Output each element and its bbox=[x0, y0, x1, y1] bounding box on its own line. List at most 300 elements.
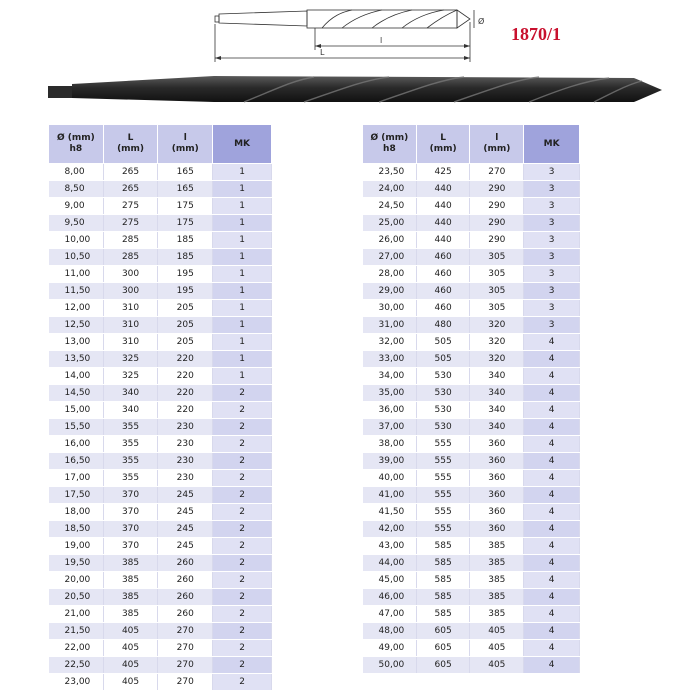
table-row bbox=[363, 385, 580, 402]
diameter-cell: 40,00 bbox=[363, 470, 417, 487]
flute-length-cell: 260 bbox=[158, 589, 213, 606]
flute-length-cell: 340 bbox=[470, 368, 524, 385]
flute-length-cell: 230 bbox=[158, 419, 213, 436]
diameter-cell: 23,50 bbox=[363, 164, 417, 181]
table-row bbox=[363, 198, 580, 215]
morse-taper-cell: 2 bbox=[213, 657, 272, 674]
overall-length-cell: 325 bbox=[103, 368, 158, 385]
table-row bbox=[363, 317, 580, 334]
flute-length-cell: 290 bbox=[470, 232, 524, 249]
flute-length-cell: 270 bbox=[158, 623, 213, 640]
morse-taper-cell: 2 bbox=[213, 623, 272, 640]
morse-taper-cell: 2 bbox=[213, 606, 272, 623]
diameter-cell: 48,00 bbox=[363, 623, 417, 640]
morse-taper-cell: 2 bbox=[213, 640, 272, 657]
flute-length-cell: 270 bbox=[158, 640, 213, 657]
diameter-cell: 38,00 bbox=[363, 436, 417, 453]
diameter-cell: 14,50 bbox=[49, 385, 104, 402]
diameter-label: Ø bbox=[478, 17, 485, 26]
flute-length-cell: 245 bbox=[158, 487, 213, 504]
table-row bbox=[363, 470, 580, 487]
flute-length-cell: 290 bbox=[470, 215, 524, 232]
diameter-cell: 20,00 bbox=[49, 572, 104, 589]
overall-length-cell: 530 bbox=[416, 419, 470, 436]
overall-length-cell: 585 bbox=[416, 606, 470, 623]
flute-length-cell: 385 bbox=[470, 606, 524, 623]
diameter-cell: 15,00 bbox=[49, 402, 104, 419]
flute-length-cell: 290 bbox=[470, 181, 524, 198]
table-row bbox=[49, 266, 272, 283]
table-row bbox=[49, 368, 272, 385]
overall-length-cell: 265 bbox=[103, 181, 158, 198]
diameter-cell: 37,00 bbox=[363, 419, 417, 436]
overall-length-cell: 275 bbox=[103, 198, 158, 215]
overall-length-cell: 555 bbox=[416, 453, 470, 470]
diameter-cell: 8,00 bbox=[49, 164, 104, 181]
table-row bbox=[363, 215, 580, 232]
overall-length-cell: 310 bbox=[103, 300, 158, 317]
table-row bbox=[49, 538, 272, 555]
diameter-cell: 14,00 bbox=[49, 368, 104, 385]
morse-taper-cell: 1 bbox=[213, 249, 272, 266]
l-dimension-label: l bbox=[380, 36, 383, 45]
overall-length-cell: 530 bbox=[416, 368, 470, 385]
overall-length-cell: 480 bbox=[416, 317, 470, 334]
diameter-cell: 22,50 bbox=[49, 657, 104, 674]
drill-bit-image bbox=[44, 68, 664, 116]
table-row bbox=[363, 164, 580, 181]
diameter-cell: 25,00 bbox=[363, 215, 417, 232]
table-row bbox=[363, 334, 580, 351]
overall-length-cell: 440 bbox=[416, 181, 470, 198]
flute-length-cell: 185 bbox=[158, 232, 213, 249]
flute-length-cell: 405 bbox=[470, 623, 524, 640]
table-row bbox=[363, 623, 580, 640]
overall-length-cell: 585 bbox=[416, 572, 470, 589]
flute-length-cell: 360 bbox=[470, 521, 524, 538]
flute-length-cell: 260 bbox=[158, 572, 213, 589]
table-row bbox=[49, 453, 272, 470]
flute-length-cell: 360 bbox=[470, 436, 524, 453]
table-row bbox=[49, 215, 272, 232]
morse-taper-cell: 1 bbox=[213, 317, 272, 334]
flute-length-cell: 165 bbox=[158, 181, 213, 198]
table-row bbox=[49, 198, 272, 215]
overall-length-cell: 555 bbox=[416, 487, 470, 504]
table-row bbox=[49, 351, 272, 368]
overall-length-cell: 285 bbox=[103, 232, 158, 249]
table-header-row bbox=[363, 125, 580, 164]
table-row bbox=[49, 436, 272, 453]
overall-length-cell: 370 bbox=[103, 521, 158, 538]
morse-taper-cell: 1 bbox=[213, 334, 272, 351]
overall-length-cell: 370 bbox=[103, 538, 158, 555]
flute-length-header: l (mm) bbox=[158, 125, 213, 164]
overall-length-cell: 555 bbox=[416, 470, 470, 487]
morse-taper-cell: 4 bbox=[524, 487, 580, 504]
diameter-cell: 32,00 bbox=[363, 334, 417, 351]
morse-taper-header: MK bbox=[213, 125, 272, 164]
table-row bbox=[363, 589, 580, 606]
overall-length-cell: 355 bbox=[103, 436, 158, 453]
table-row bbox=[49, 589, 272, 606]
morse-taper-cell: 1 bbox=[213, 215, 272, 232]
flute-length-cell: 405 bbox=[470, 640, 524, 657]
flute-length-cell: 270 bbox=[158, 657, 213, 674]
flute-length-cell: 205 bbox=[158, 300, 213, 317]
diameter-cell: 35,00 bbox=[363, 385, 417, 402]
table-row bbox=[49, 606, 272, 623]
morse-taper-cell: 4 bbox=[524, 657, 580, 674]
morse-taper-cell: 4 bbox=[524, 470, 580, 487]
morse-taper-cell: 4 bbox=[524, 334, 580, 351]
diameter-cell: 42,00 bbox=[363, 521, 417, 538]
morse-taper-cell: 2 bbox=[213, 521, 272, 538]
table-row bbox=[49, 385, 272, 402]
overall-length-cell: 370 bbox=[103, 504, 158, 521]
flute-length-cell: 385 bbox=[470, 589, 524, 606]
table-row bbox=[363, 300, 580, 317]
table-row bbox=[363, 487, 580, 504]
table-row bbox=[49, 674, 272, 691]
morse-taper-cell: 2 bbox=[213, 572, 272, 589]
flute-length-cell: 320 bbox=[470, 334, 524, 351]
morse-taper-cell: 3 bbox=[524, 198, 580, 215]
diameter-cell: 28,00 bbox=[363, 266, 417, 283]
overall-length-cell: 585 bbox=[416, 555, 470, 572]
flute-length-cell: 230 bbox=[158, 470, 213, 487]
overall-length-header: L (mm) bbox=[103, 125, 158, 164]
diameter-cell: 34,00 bbox=[363, 368, 417, 385]
table-row bbox=[363, 572, 580, 589]
table-row bbox=[49, 283, 272, 300]
flute-length-cell: 340 bbox=[470, 419, 524, 436]
overall-length-cell: 530 bbox=[416, 402, 470, 419]
morse-taper-cell: 3 bbox=[524, 317, 580, 334]
morse-taper-cell: 2 bbox=[213, 555, 272, 572]
diameter-cell: 50,00 bbox=[363, 657, 417, 674]
flute-length-cell: 270 bbox=[470, 164, 524, 181]
overall-length-cell: 300 bbox=[103, 283, 158, 300]
diameter-cell: 9,50 bbox=[49, 215, 104, 232]
table-row bbox=[49, 657, 272, 674]
morse-taper-cell: 1 bbox=[213, 181, 272, 198]
flute-length-cell: 260 bbox=[158, 606, 213, 623]
overall-length-cell: 425 bbox=[416, 164, 470, 181]
table-row bbox=[363, 453, 580, 470]
diameter-cell: 33,00 bbox=[363, 351, 417, 368]
diameter-cell: 18,50 bbox=[49, 521, 104, 538]
dimensions-table-left bbox=[48, 124, 272, 691]
diameter-cell: 18,00 bbox=[49, 504, 104, 521]
morse-taper-cell: 2 bbox=[213, 674, 272, 691]
morse-taper-cell: 4 bbox=[524, 504, 580, 521]
flute-length-cell: 245 bbox=[158, 521, 213, 538]
flute-length-cell: 205 bbox=[158, 317, 213, 334]
flute-length-cell: 385 bbox=[470, 572, 524, 589]
overall-length-cell: 440 bbox=[416, 198, 470, 215]
diameter-cell: 47,00 bbox=[363, 606, 417, 623]
morse-taper-cell: 1 bbox=[213, 300, 272, 317]
morse-taper-cell: 1 bbox=[213, 266, 272, 283]
overall-length-cell: 505 bbox=[416, 334, 470, 351]
diameter-cell: 8,50 bbox=[49, 181, 104, 198]
flute-length-cell: 305 bbox=[470, 266, 524, 283]
morse-taper-cell: 2 bbox=[213, 453, 272, 470]
table-row bbox=[363, 283, 580, 300]
flute-length-cell: 270 bbox=[158, 674, 213, 691]
table-row bbox=[49, 487, 272, 504]
morse-taper-cell: 1 bbox=[213, 232, 272, 249]
morse-taper-cell: 4 bbox=[524, 623, 580, 640]
dimensions-table-right bbox=[362, 124, 580, 674]
morse-taper-cell: 4 bbox=[524, 521, 580, 538]
overall-length-cell: 585 bbox=[416, 589, 470, 606]
table-row bbox=[363, 521, 580, 538]
diameter-cell: 11,00 bbox=[49, 266, 104, 283]
morse-taper-cell: 4 bbox=[524, 538, 580, 555]
table-row bbox=[363, 419, 580, 436]
overall-length-cell: 310 bbox=[103, 317, 158, 334]
overall-length-cell: 460 bbox=[416, 266, 470, 283]
morse-taper-cell: 2 bbox=[213, 589, 272, 606]
flute-length-cell: 340 bbox=[470, 385, 524, 402]
diameter-cell: 19,50 bbox=[49, 555, 104, 572]
overall-length-cell: 555 bbox=[416, 521, 470, 538]
morse-taper-cell: 3 bbox=[524, 164, 580, 181]
morse-taper-cell: 4 bbox=[524, 419, 580, 436]
diameter-cell: 16,50 bbox=[49, 453, 104, 470]
overall-length-cell: 340 bbox=[103, 385, 158, 402]
morse-taper-cell: 3 bbox=[524, 249, 580, 266]
morse-taper-cell: 1 bbox=[213, 164, 272, 181]
morse-taper-cell: 4 bbox=[524, 351, 580, 368]
diameter-cell: 11,50 bbox=[49, 283, 104, 300]
morse-taper-cell: 4 bbox=[524, 368, 580, 385]
diameter-cell: 41,50 bbox=[363, 504, 417, 521]
diameter-cell: 27,00 bbox=[363, 249, 417, 266]
flute-length-cell: 220 bbox=[158, 385, 213, 402]
table-row bbox=[363, 606, 580, 623]
diameter-cell: 39,00 bbox=[363, 453, 417, 470]
diameter-cell: 43,00 bbox=[363, 538, 417, 555]
overall-length-cell: 530 bbox=[416, 385, 470, 402]
flute-length-cell: 230 bbox=[158, 436, 213, 453]
morse-taper-cell: 2 bbox=[213, 419, 272, 436]
overall-length-cell: 355 bbox=[103, 453, 158, 470]
table-row bbox=[363, 249, 580, 266]
diameter-cell: 45,00 bbox=[363, 572, 417, 589]
diameter-cell: 12,50 bbox=[49, 317, 104, 334]
flute-length-cell: 245 bbox=[158, 504, 213, 521]
morse-taper-cell: 4 bbox=[524, 402, 580, 419]
diameter-cell: 15,50 bbox=[49, 419, 104, 436]
overall-length-cell: 585 bbox=[416, 538, 470, 555]
flute-length-cell: 175 bbox=[158, 198, 213, 215]
overall-length-cell: 285 bbox=[103, 249, 158, 266]
overall-length-cell: 340 bbox=[103, 402, 158, 419]
flute-length-cell: 385 bbox=[470, 538, 524, 555]
morse-taper-cell: 3 bbox=[524, 266, 580, 283]
morse-taper-cell: 4 bbox=[524, 589, 580, 606]
flute-length-cell: 360 bbox=[470, 487, 524, 504]
flute-length-cell: 185 bbox=[158, 249, 213, 266]
flute-length-cell: 385 bbox=[470, 555, 524, 572]
table-row bbox=[363, 640, 580, 657]
diameter-cell: 12,00 bbox=[49, 300, 104, 317]
table-row bbox=[49, 572, 272, 589]
morse-taper-cell: 2 bbox=[213, 538, 272, 555]
morse-taper-cell: 1 bbox=[213, 283, 272, 300]
morse-taper-cell: 4 bbox=[524, 606, 580, 623]
model-number: 1870/1 bbox=[511, 24, 562, 44]
table-row bbox=[363, 266, 580, 283]
table-row bbox=[49, 164, 272, 181]
table-row bbox=[49, 623, 272, 640]
diameter-cell: 49,00 bbox=[363, 640, 417, 657]
table-row bbox=[363, 657, 580, 674]
morse-taper-cell: 4 bbox=[524, 640, 580, 657]
flute-length-cell: 290 bbox=[470, 198, 524, 215]
overall-length-cell: 385 bbox=[103, 555, 158, 572]
table-row bbox=[49, 334, 272, 351]
overall-length-cell: 440 bbox=[416, 232, 470, 249]
overall-length-cell: 370 bbox=[103, 487, 158, 504]
flute-length-cell: 360 bbox=[470, 453, 524, 470]
overall-length-cell: 405 bbox=[103, 640, 158, 657]
diameter-cell: 10,50 bbox=[49, 249, 104, 266]
overall-length-cell: 355 bbox=[103, 470, 158, 487]
morse-taper-cell: 4 bbox=[524, 453, 580, 470]
flute-length-cell: 360 bbox=[470, 504, 524, 521]
diameter-cell: 21,50 bbox=[49, 623, 104, 640]
diameter-cell: 20,50 bbox=[49, 589, 104, 606]
table-row bbox=[363, 504, 580, 521]
diameter-cell: 46,00 bbox=[363, 589, 417, 606]
table-row bbox=[363, 351, 580, 368]
flute-length-cell: 305 bbox=[470, 249, 524, 266]
morse-taper-cell: 2 bbox=[213, 402, 272, 419]
table-row bbox=[49, 232, 272, 249]
morse-taper-cell: 1 bbox=[213, 368, 272, 385]
diameter-cell: 10,00 bbox=[49, 232, 104, 249]
morse-taper-cell: 2 bbox=[213, 487, 272, 504]
overall-length-cell: 310 bbox=[103, 334, 158, 351]
morse-taper-cell: 3 bbox=[524, 215, 580, 232]
flute-length-cell: 405 bbox=[470, 657, 524, 674]
table-row bbox=[49, 521, 272, 538]
overall-length-cell: 605 bbox=[416, 623, 470, 640]
morse-taper-cell: 2 bbox=[213, 470, 272, 487]
morse-taper-cell: 4 bbox=[524, 572, 580, 589]
overall-length-cell: 605 bbox=[416, 640, 470, 657]
flute-length-cell: 195 bbox=[158, 283, 213, 300]
overall-length-cell: 275 bbox=[103, 215, 158, 232]
flute-length-cell: 245 bbox=[158, 538, 213, 555]
table-row bbox=[49, 402, 272, 419]
flute-length-cell: 360 bbox=[470, 470, 524, 487]
table-row bbox=[363, 402, 580, 419]
table-row bbox=[363, 538, 580, 555]
diameter-cell: 21,00 bbox=[49, 606, 104, 623]
morse-taper-cell: 1 bbox=[213, 351, 272, 368]
morse-taper-cell: 3 bbox=[524, 181, 580, 198]
flute-length-cell: 220 bbox=[158, 368, 213, 385]
table-row bbox=[49, 317, 272, 334]
morse-taper-header: MK bbox=[524, 125, 580, 164]
diameter-cell: 31,00 bbox=[363, 317, 417, 334]
morse-taper-cell: 2 bbox=[213, 504, 272, 521]
diameter-cell: 26,00 bbox=[363, 232, 417, 249]
diameter-cell: 17,00 bbox=[49, 470, 104, 487]
diameter-cell: 24,50 bbox=[363, 198, 417, 215]
morse-taper-cell: 3 bbox=[524, 300, 580, 317]
diameter-cell: 16,00 bbox=[49, 436, 104, 453]
diameter-header: Ø (mm) h8 bbox=[363, 125, 417, 164]
morse-taper-cell: 1 bbox=[213, 198, 272, 215]
overall-length-cell: 385 bbox=[103, 606, 158, 623]
overall-length-cell: 555 bbox=[416, 436, 470, 453]
table-row bbox=[49, 419, 272, 436]
flute-length-cell: 195 bbox=[158, 266, 213, 283]
diameter-cell: 30,00 bbox=[363, 300, 417, 317]
table-row bbox=[49, 555, 272, 572]
morse-taper-cell: 4 bbox=[524, 385, 580, 402]
diameter-cell: 13,00 bbox=[49, 334, 104, 351]
flute-length-cell: 260 bbox=[158, 555, 213, 572]
flute-length-cell: 165 bbox=[158, 164, 213, 181]
diameter-cell: 24,00 bbox=[363, 181, 417, 198]
diameter-cell: 29,00 bbox=[363, 283, 417, 300]
flute-length-cell: 175 bbox=[158, 215, 213, 232]
table-row bbox=[363, 181, 580, 198]
table-row bbox=[49, 181, 272, 198]
table-row bbox=[49, 470, 272, 487]
table-row bbox=[363, 368, 580, 385]
overall-length-cell: 605 bbox=[416, 657, 470, 674]
overall-length-cell: 460 bbox=[416, 300, 470, 317]
morse-taper-cell: 4 bbox=[524, 555, 580, 572]
flute-length-cell: 320 bbox=[470, 351, 524, 368]
flute-length-header: l (mm) bbox=[470, 125, 524, 164]
table-row bbox=[49, 300, 272, 317]
L-dimension-label: L bbox=[320, 48, 325, 57]
overall-length-cell: 405 bbox=[103, 623, 158, 640]
flute-length-cell: 220 bbox=[158, 402, 213, 419]
overall-length-cell: 460 bbox=[416, 249, 470, 266]
table-row bbox=[49, 504, 272, 521]
flute-length-cell: 305 bbox=[470, 300, 524, 317]
table-row bbox=[49, 640, 272, 657]
overall-length-cell: 405 bbox=[103, 657, 158, 674]
diameter-cell: 9,00 bbox=[49, 198, 104, 215]
overall-length-cell: 405 bbox=[103, 674, 158, 691]
diameter-cell: 19,00 bbox=[49, 538, 104, 555]
flute-length-cell: 340 bbox=[470, 402, 524, 419]
morse-taper-cell: 2 bbox=[213, 436, 272, 453]
table-row bbox=[363, 436, 580, 453]
diameter-cell: 23,00 bbox=[49, 674, 104, 691]
overall-length-header: L (mm) bbox=[416, 125, 470, 164]
diameter-cell: 36,00 bbox=[363, 402, 417, 419]
morse-taper-cell: 2 bbox=[213, 385, 272, 402]
overall-length-cell: 355 bbox=[103, 419, 158, 436]
flute-length-cell: 305 bbox=[470, 283, 524, 300]
overall-length-cell: 440 bbox=[416, 215, 470, 232]
overall-length-cell: 300 bbox=[103, 266, 158, 283]
table-row bbox=[363, 232, 580, 249]
flute-length-cell: 205 bbox=[158, 334, 213, 351]
